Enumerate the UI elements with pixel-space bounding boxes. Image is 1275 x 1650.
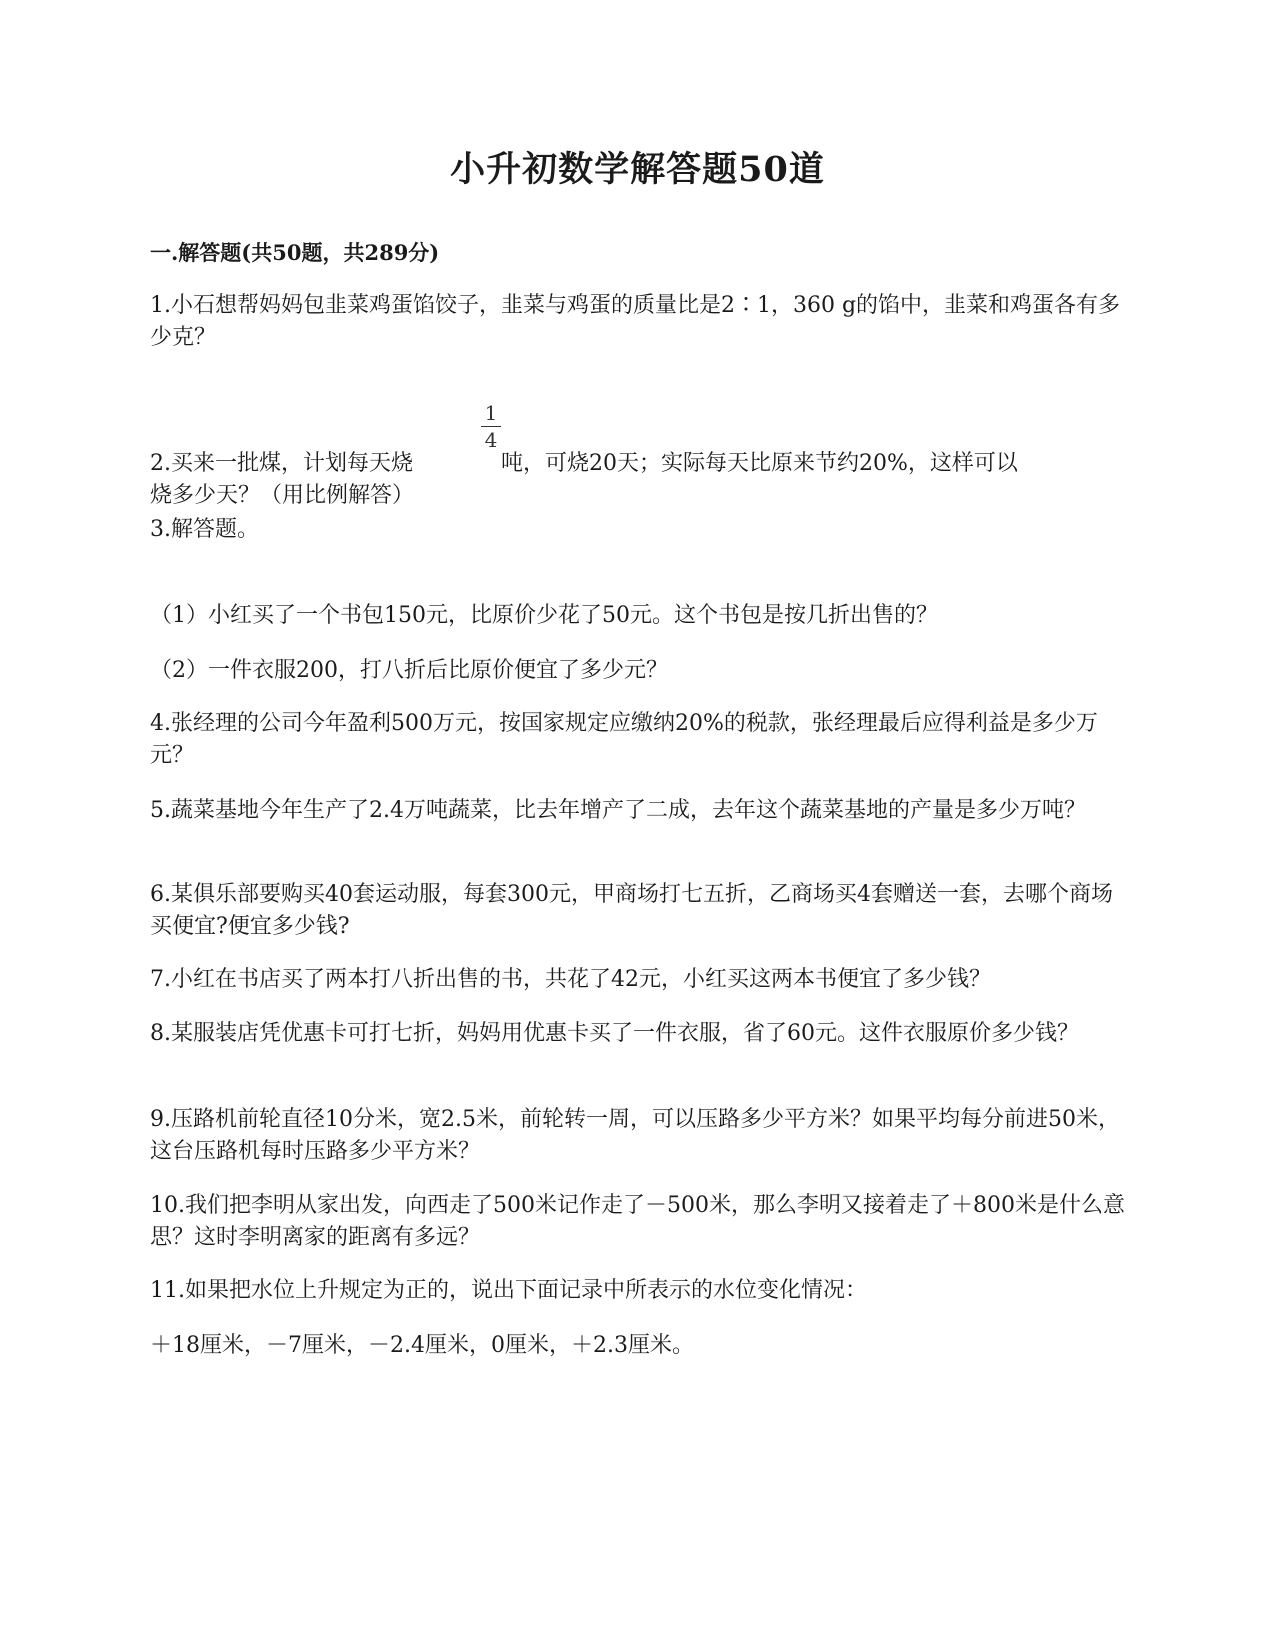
fraction-bar — [481, 426, 501, 427]
question-2-line-2: 烧多少天？（用比例解答） — [150, 483, 415, 508]
question-1: 1.小石想帮妈妈包韭菜鸡蛋馅饺子，韭菜与鸡蛋的质量比是2∶1，360 g的馅中，韭菜和鸡蛋各有多少克？ — [150, 293, 1121, 350]
question-11-values: ＋18厘米，－7厘米，－2.4厘米，0厘米，＋2.3厘米。 — [150, 1333, 694, 1358]
question-8: 8.某服装店凭优惠卡可打七折，妈妈用优惠卡买了一件衣服，省了60元。这件衣服原价多少钱？ — [150, 1021, 1079, 1046]
question-10: 10.我们把李明从家出发，向西走了500米记作走了－500米，那么李明又接着走了＋800米是什么意思？这时李明离家的距离有多远？ — [150, 1193, 1125, 1250]
document-title: 小升初数学解答题50道 — [450, 149, 825, 190]
question-11: 11.如果把水位上升规定为正的，说出下面记录中所表示的水位变化情况： — [150, 1278, 867, 1303]
fraction-denominator: 4 — [484, 428, 498, 452]
question-3-sub-2: （2）一件衣服200，打八折后比原价便宜了多少元？ — [150, 658, 668, 683]
question-3-sub-1: （1）小红买了一个书包150元，比原价少花了50元。这个书包是按几折出售的？ — [150, 603, 938, 628]
question-5: 5.蔬菜基地今年生产了2.4万吨蔬菜，比去年增产了二成，去年这个蔬菜基地的产量是多少万吨？ — [150, 798, 1086, 823]
question-7: 7.小红在书店买了两本打八折出售的书，共花了42元，小红买这两本书便宜了多少钱？ — [150, 967, 991, 992]
section-heading: 一.解答题(共50题，共289分) — [150, 240, 440, 265]
question-6: 6.某俱乐部要购买40套运动服，每套300元，甲商场打七五折，乙商场买4套赠送一套，去哪个商场买便宜?便宜多少钱? — [150, 882, 1113, 939]
fraction-numerator: 1 — [484, 401, 498, 425]
question-2-text-before-fraction: 2.买来一批煤，计划每天烧 — [150, 451, 413, 476]
question-9: 9.压路机前轮直径10分米，宽2.5米，前轮转一周，可以压路多少平方米？如果平均每分前进50米，这台压路机每时压路多少平方米？ — [150, 1107, 1120, 1164]
question-2-text-after-fraction: 吨，可烧20天；实际每天比原来节约20%，这样可以 — [501, 451, 1018, 476]
question-3: 3.解答题。 — [150, 517, 259, 542]
fraction-one-quarter — [478, 402, 504, 451]
question-2-line-1 — [150, 448, 1018, 480]
question-4: 4.张经理的公司今年盈利500万元，按国家规定应缴纳20%的税款，张经理最后应得利益是多少万元？ — [150, 711, 1098, 768]
